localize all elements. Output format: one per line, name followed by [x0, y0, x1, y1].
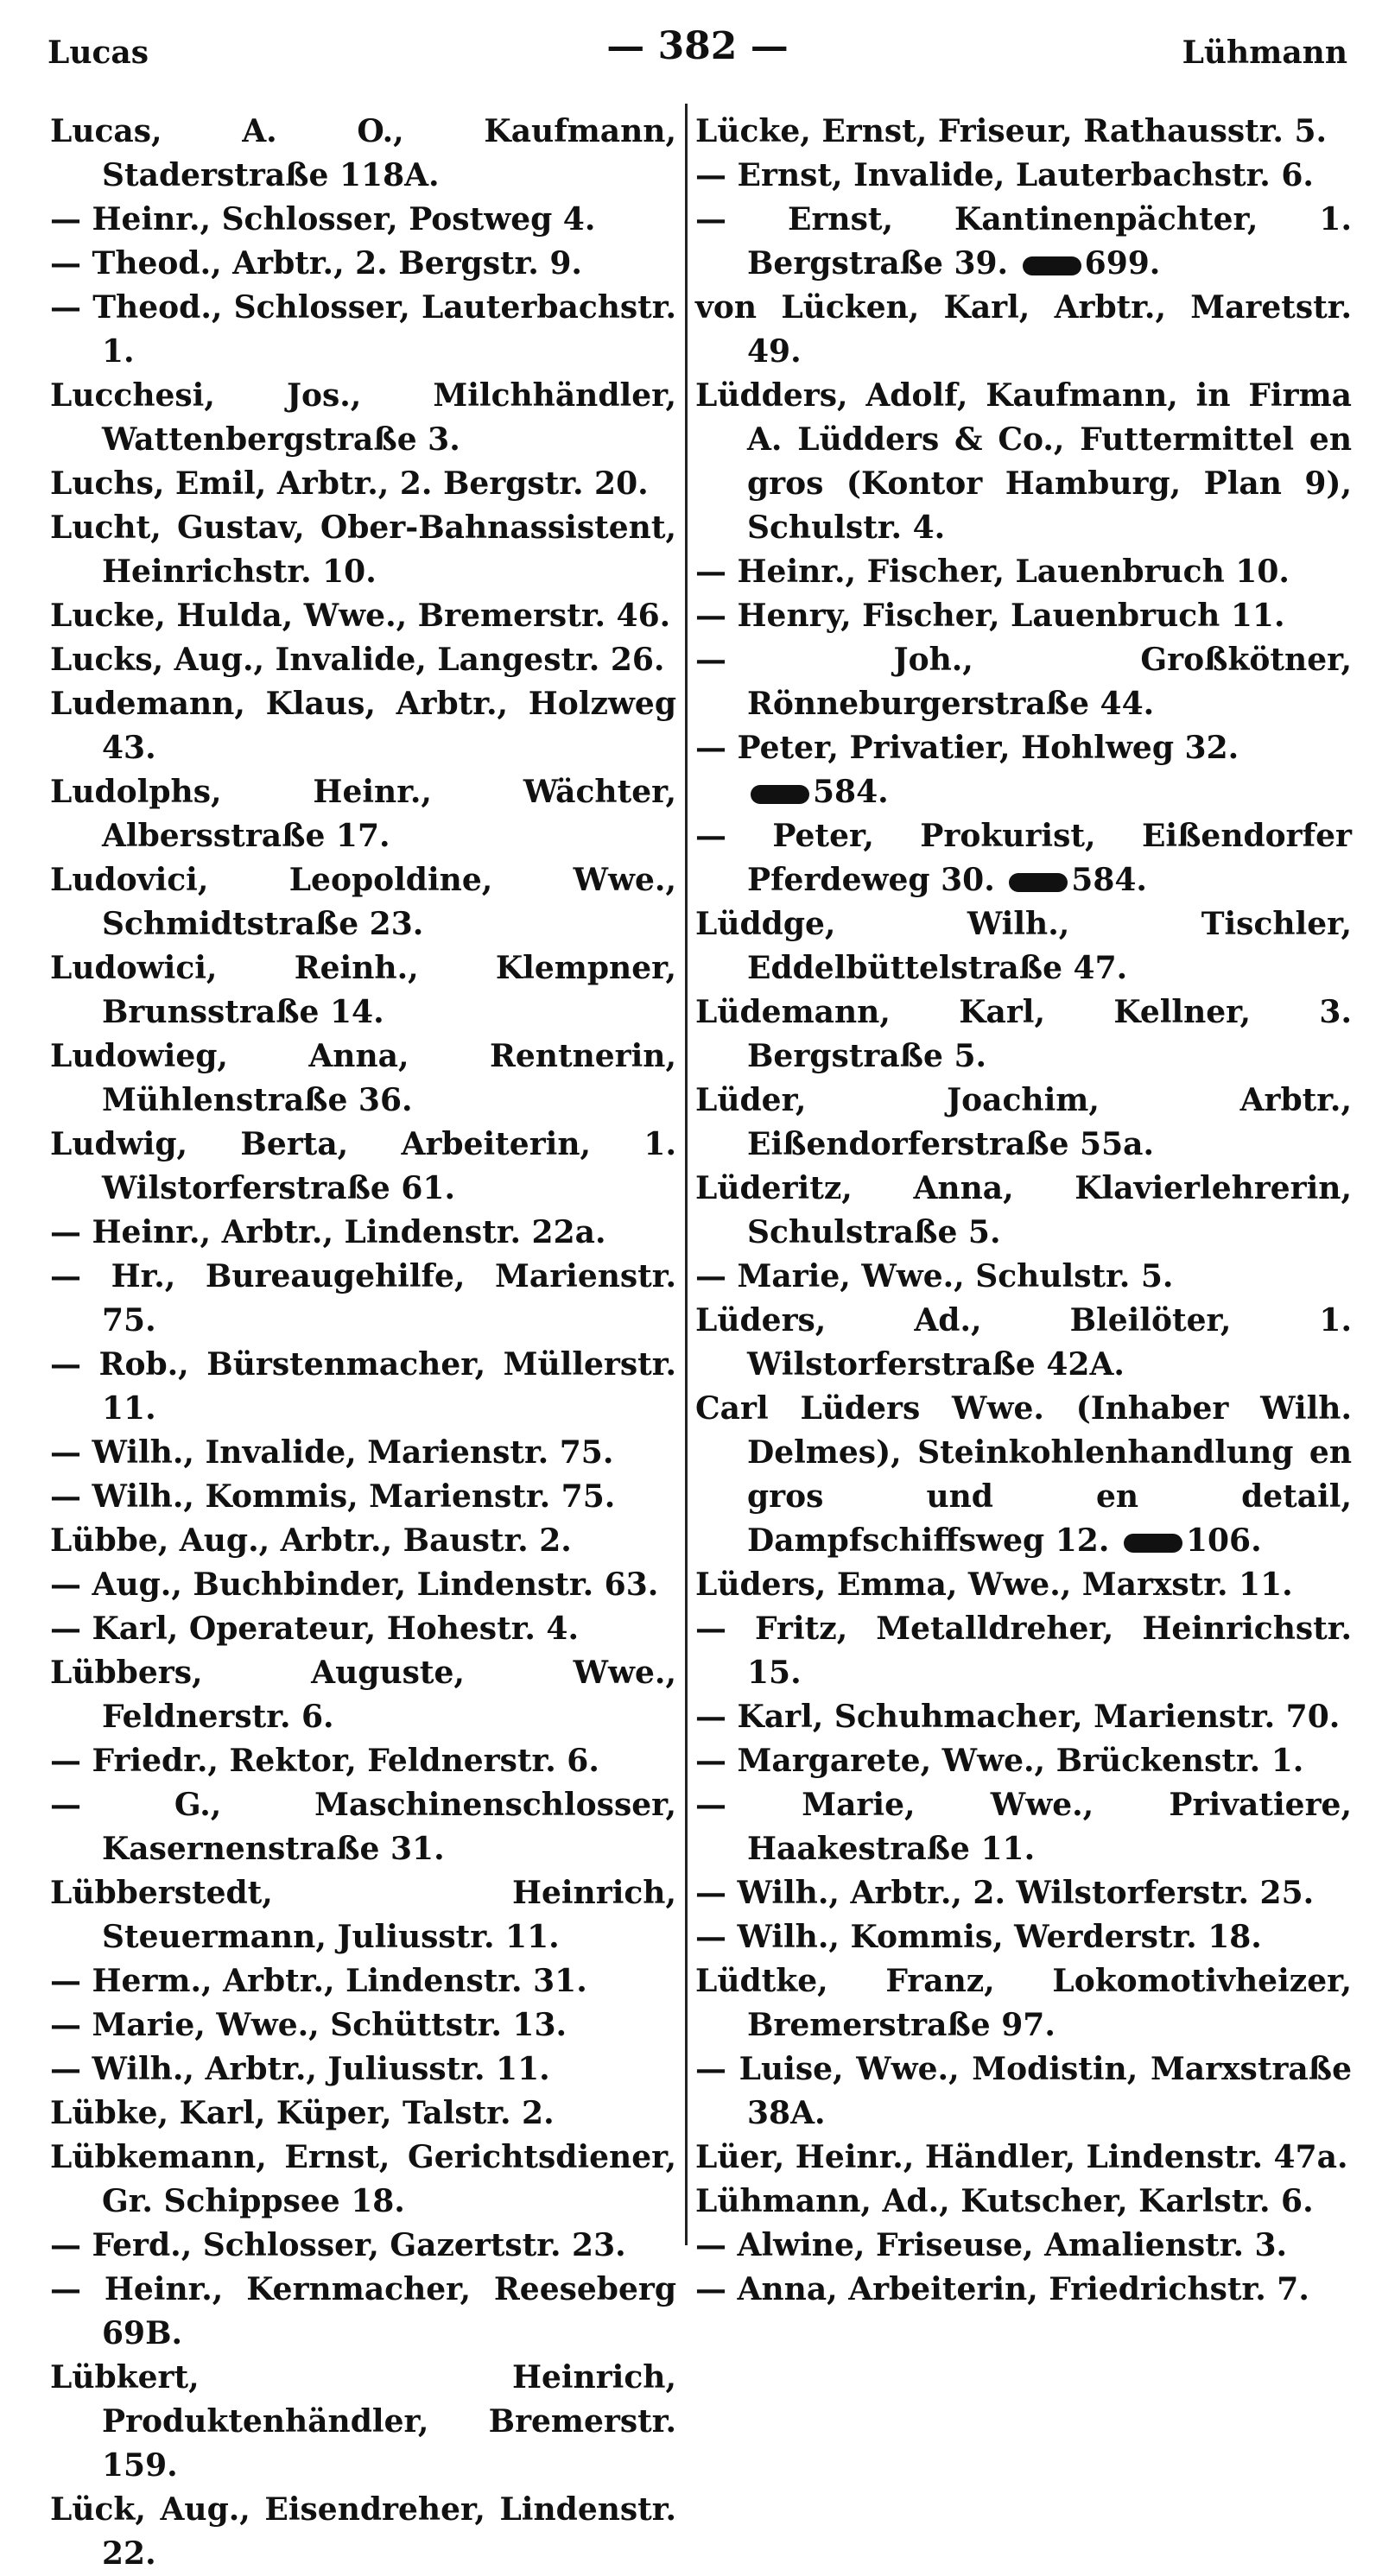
directory-entry: — Friedr., Rektor, Feldnerstr. 6. [50, 1743, 599, 1779]
directory-entry: — Alwine, Friseuse, Amalienstr. 3. [695, 2227, 1288, 2263]
directory-entry: Ludwig, Berta, Arbeiterin, 1. Wilstorferstraße 61. [50, 1126, 676, 1206]
directory-entry: — Theod., Schlosser, Lauterbachstr. 1. [50, 289, 676, 370]
directory-entry: — Fritz, Metalldreher, Heinrichstr. 15. [695, 1611, 1352, 1691]
directory-entry: — Ernst, Invalide, Lauterbachstr. 6. [695, 157, 1314, 193]
directory-entry: — Heinr., Kernmacher, Reeseberg 69B. [50, 2271, 676, 2351]
directory-entry [695, 814, 1352, 902]
telephone-icon [1124, 1534, 1182, 1553]
directory-entry [695, 726, 1352, 814]
telephone-icon [1009, 873, 1068, 892]
directory-entry: — Marie, Wwe., Privatiere, Haakestraße 11. [695, 1787, 1352, 1867]
directory-entry: Ludemann, Klaus, Arbtr., Holzweg 43. [50, 686, 676, 766]
directory-entry: — Herm., Arbtr., Lindenstr. 31. [50, 1963, 587, 1999]
directory-entry: — Wilh., Invalide, Marienstr. 75. [50, 1434, 614, 1471]
directory-entry: Lübkemann, Ernst, Gerichtsdiener, Gr. Schippsee 18. [50, 2139, 676, 2219]
directory-entry: Lück, Aug., Eisendreher, Lindenstr. 22. [50, 2491, 676, 2572]
directory-entry: Ludowici, Reinh., Klempner, Brunsstraße 14. [50, 950, 676, 1030]
right-column [695, 110, 1352, 2312]
directory-entry: Lüdemann, Karl, Kellner, 3. Bergstraße 5. [695, 994, 1352, 1074]
left-column [50, 110, 676, 2576]
entry-text: — Peter, Privatier, Hohlweg 32. [695, 730, 1239, 766]
directory-entry: Lüders, Emma, Wwe., Marxstr. 11. [695, 1566, 1293, 1603]
directory-entry: — Heinr., Arbtr., Lindenstr. 22a. [50, 1214, 606, 1250]
directory-entry: Ludolphs, Heinr., Wächter, Albersstraße 17. [50, 774, 676, 854]
directory-entry: Lübkert, Heinrich, Produktenhändler, Bremerstr. 159. [50, 2359, 676, 2484]
directory-entry: — Karl, Schuhmacher, Marienstr. 70. [695, 1699, 1341, 1735]
directory-entry: von Lücken, Karl, Arbtr., Maretstr. 49. [695, 289, 1352, 370]
directory-entry [695, 1387, 1352, 1563]
directory-entry: — Hr., Bureaugehilfe, Marienstr. 75. [50, 1258, 676, 1339]
directory-entry: Lüdtke, Franz, Lokomotivheizer, Bremerstraße 97. [695, 1963, 1352, 2043]
directory-entry [695, 198, 1352, 286]
directory-entry: — G., Maschinenschlosser, Kasernenstraße 31. [50, 1787, 676, 1867]
directory-entry: Lüder, Joachim, Arbtr., Eißendorferstraße 55a. [695, 1082, 1352, 1162]
page-number: — 382 — [606, 24, 789, 68]
telephone-number: 584. [813, 774, 889, 810]
telephone-icon [751, 785, 809, 804]
directory-entry: — Wilh., Kommis, Werderstr. 18. [695, 1919, 1262, 1955]
directory-entry: Lüders, Ad., Bleilöter, 1. Wilstorferstraße 42A. [695, 1302, 1352, 1383]
directory-entry: — Anna, Arbeiterin, Friedrichstr. 7. [695, 2271, 1309, 2307]
directory-entry: Lucas, A. O., Kaufmann, Staderstraße 118A. [50, 113, 676, 193]
directory-entry: Lühmann, Ad., Kutscher, Karlstr. 6. [695, 2183, 1314, 2219]
directory-entry: Ludowieg, Anna, Rentnerin, Mühlenstraße 36. [50, 1038, 676, 1118]
entry-text: Carl Lüders Wwe. (Inhaber Wilh. Delmes), Steinkohlenhandlung en gros und en detail, Dampfschiffsweg 12. [695, 1390, 1352, 1559]
directory-entry: — Rob., Bürstenmacher, Müllerstr. 11. [50, 1346, 676, 1427]
directory-entry: — Karl, Operateur, Hohestr. 4. [50, 1611, 580, 1647]
directory-entry: — Luise, Wwe., Modistin, Marxstraße 38A. [695, 2051, 1352, 2131]
directory-entry: — Wilh., Arbtr., 2. Wilstorferstr. 25. [695, 1875, 1315, 1911]
directory-entry: — Ferd., Schlosser, Gazertstr. 23. [50, 2227, 626, 2263]
telephone-number: 106. [1185, 1522, 1262, 1559]
header-right-keyword: Lühmann [1182, 35, 1347, 71]
directory-entry: Lüddge, Wilh., Tischler, Eddelbüttelstraße 47. [695, 906, 1352, 986]
directory-entry: Lübbers, Auguste, Wwe., Feldnerstr. 6. [50, 1655, 676, 1735]
directory-entry: — Aug., Buchbinder, Lindenstr. 63. [50, 1566, 659, 1603]
entry-text: — Ernst, Kantinenpächter, 1. Bergstraße 39. [695, 201, 1352, 282]
page-header [48, 24, 1347, 76]
directory-entry: Lüdders, Adolf, Kaufmann, in Firma A. Lüdders & Co., Futtermittel en gros (Kontor Hamburg, Plan 9), Schulstr. 4. [695, 377, 1352, 546]
telephone-number: 699. [1084, 245, 1161, 282]
telephone-number: 584. [1071, 862, 1147, 898]
directory-entry: Lübke, Karl, Küper, Talstr. 2. [50, 2095, 555, 2131]
directory-entry: — Margarete, Wwe., Brückenstr. 1. [695, 1743, 1304, 1779]
telephone-icon [1023, 256, 1081, 275]
directory-entry: Lucchesi, Jos., Milchhändler, Wattenbergstraße 3. [50, 377, 676, 458]
column-divider [685, 104, 688, 2245]
directory-entry: Lübbe, Aug., Arbtr., Baustr. 2. [50, 1522, 572, 1559]
directory-entry: — Marie, Wwe., Schulstr. 5. [695, 1258, 1174, 1294]
directory-entry: Lüer, Heinr., Händler, Lindenstr. 47a. [695, 2139, 1348, 2175]
directory-entry: Lüderitz, Anna, Klavierlehrerin, Schulstraße 5. [695, 1170, 1352, 1250]
header-left-keyword: Lucas [48, 35, 149, 71]
directory-entry: Lucht, Gustav, Ober-Bahnassistent, Heinrichstr. 10. [50, 510, 676, 590]
directory-entry: — Henry, Fischer, Lauenbruch 11. [695, 598, 1285, 634]
directory-entry: — Heinr., Schlosser, Postweg 4. [50, 201, 596, 237]
directory-entry: — Joh., Großkötner, Rönneburgerstraße 44. [695, 642, 1352, 722]
directory-entry: Lucks, Aug., Invalide, Langestr. 26. [50, 642, 665, 678]
entry-text: — Peter, Prokurist, Eißendorfer Pferdeweg 30. [695, 818, 1352, 898]
directory-entry: Lübberstedt, Heinrich, Steuermann, Juliusstr. 11. [50, 1875, 676, 1955]
directory-entry: — Theod., Arbtr., 2. Bergstr. 9. [50, 245, 582, 282]
directory-entry: Ludovici, Leopoldine, Wwe., Schmidtstraße 23. [50, 862, 676, 942]
directory-entry: — Wilh., Arbtr., Juliusstr. 11. [50, 2051, 550, 2087]
directory-entry: Luchs, Emil, Arbtr., 2. Bergstr. 20. [50, 465, 649, 502]
directory-entry: — Marie, Wwe., Schüttstr. 13. [50, 2007, 567, 2043]
directory-entry: — Wilh., Kommis, Marienstr. 75. [50, 1478, 616, 1515]
directory-entry: Lucke, Hulda, Wwe., Bremerstr. 46. [50, 598, 671, 634]
directory-entry: — Heinr., Fischer, Lauenbruch 10. [695, 554, 1290, 590]
directory-entry: Lücke, Ernst, Friseur, Rathausstr. 5. [695, 113, 1328, 149]
